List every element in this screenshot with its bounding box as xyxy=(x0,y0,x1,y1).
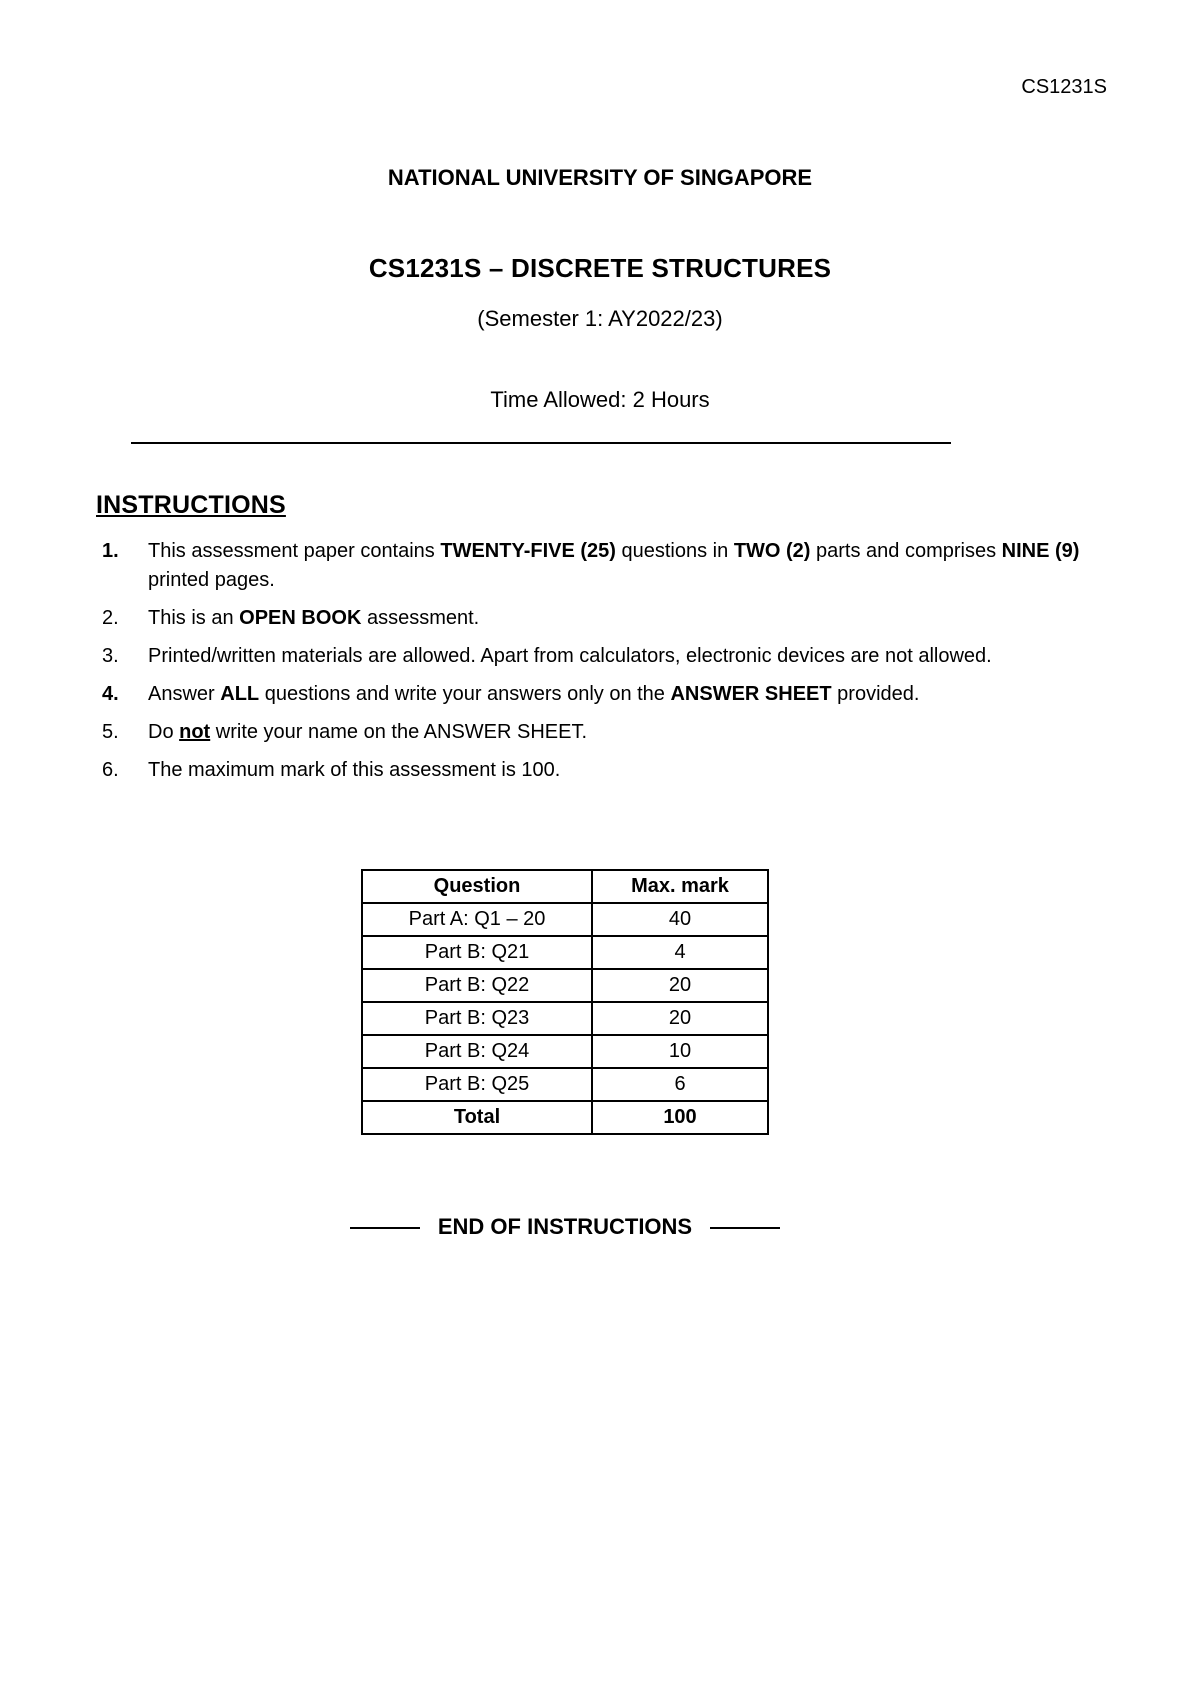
instruction-text: This assessment paper contains TWENTY-FIVE (25) questions in TWO (2) parts and comprises NINE (9) printed pages. xyxy=(148,540,1080,591)
total-label-cell: Total xyxy=(362,1101,592,1134)
mark-cell: 20 xyxy=(592,1002,768,1035)
table-row xyxy=(362,903,768,936)
total-value-cell: 100 xyxy=(592,1101,768,1134)
title-divider xyxy=(131,442,951,444)
instruction-item xyxy=(0,718,1200,747)
question-cell: Part B: Q25 xyxy=(362,1068,592,1101)
mark-cell: 4 xyxy=(592,936,768,969)
table-row xyxy=(362,1035,768,1068)
mark-cell: 20 xyxy=(592,969,768,1002)
instruction-number: 3. xyxy=(102,645,119,667)
instruction-number: 2. xyxy=(102,607,119,629)
instruction-item xyxy=(0,680,1200,709)
end-text: END OF INSTRUCTIONS xyxy=(437,1214,693,1239)
instruction-number: 1. xyxy=(102,540,119,562)
question-cell: Part B: Q22 xyxy=(362,969,592,1002)
instruction-item xyxy=(0,756,1200,785)
instruction-text: Do not write your name on the ANSWER SHEET. xyxy=(148,721,588,743)
instruction-number: 6. xyxy=(102,759,119,781)
table-row xyxy=(362,1068,768,1101)
column-header: Max. mark xyxy=(592,870,768,903)
instructions-heading: INSTRUCTIONS xyxy=(96,491,286,519)
mark-cell: 40 xyxy=(592,903,768,936)
time-allowed: Time Allowed: 2 Hours xyxy=(490,387,710,412)
table-header-row xyxy=(362,870,768,903)
mark-cell: 10 xyxy=(592,1035,768,1068)
semester-label: (Semester 1: AY2022/23) xyxy=(477,306,723,331)
table-total-row xyxy=(362,1101,768,1134)
marks-table xyxy=(361,869,769,1135)
instruction-text: The maximum mark of this assessment is 100. xyxy=(148,759,561,781)
course-title: CS1231S – DISCRETE STRUCTURES xyxy=(368,253,832,283)
question-cell: Part B: Q24 xyxy=(362,1035,592,1068)
instruction-text: Printed/written materials are allowed. Apart from calculators, electronic devices are not allowed. xyxy=(148,645,992,667)
instruction-item xyxy=(0,604,1200,633)
instructions-list xyxy=(0,537,1200,794)
left-dash xyxy=(350,1227,420,1229)
instruction-item xyxy=(0,642,1200,671)
question-cell: Part B: Q21 xyxy=(362,936,592,969)
right-dash xyxy=(710,1227,780,1229)
column-header: Question xyxy=(362,870,592,903)
instruction-number: 5. xyxy=(102,721,119,743)
question-cell: Part A: Q1 – 20 xyxy=(362,903,592,936)
mark-cell: 6 xyxy=(592,1068,768,1101)
instruction-item xyxy=(0,537,1200,595)
university-name: NATIONAL UNIVERSITY OF SINGAPORE xyxy=(387,165,813,190)
question-cell: Part B: Q23 xyxy=(362,1002,592,1035)
table-row xyxy=(362,969,768,1002)
instruction-number: 4. xyxy=(102,683,119,705)
header-course-code: CS1231S xyxy=(1021,76,1107,98)
table-row xyxy=(362,1002,768,1035)
instruction-text: Answer ALL questions and write your answers only on the ANSWER SHEET provided. xyxy=(148,683,920,705)
instruction-text: This is an OPEN BOOK assessment. xyxy=(148,607,480,629)
table-row xyxy=(362,936,768,969)
end-of-instructions xyxy=(0,1214,1130,1240)
